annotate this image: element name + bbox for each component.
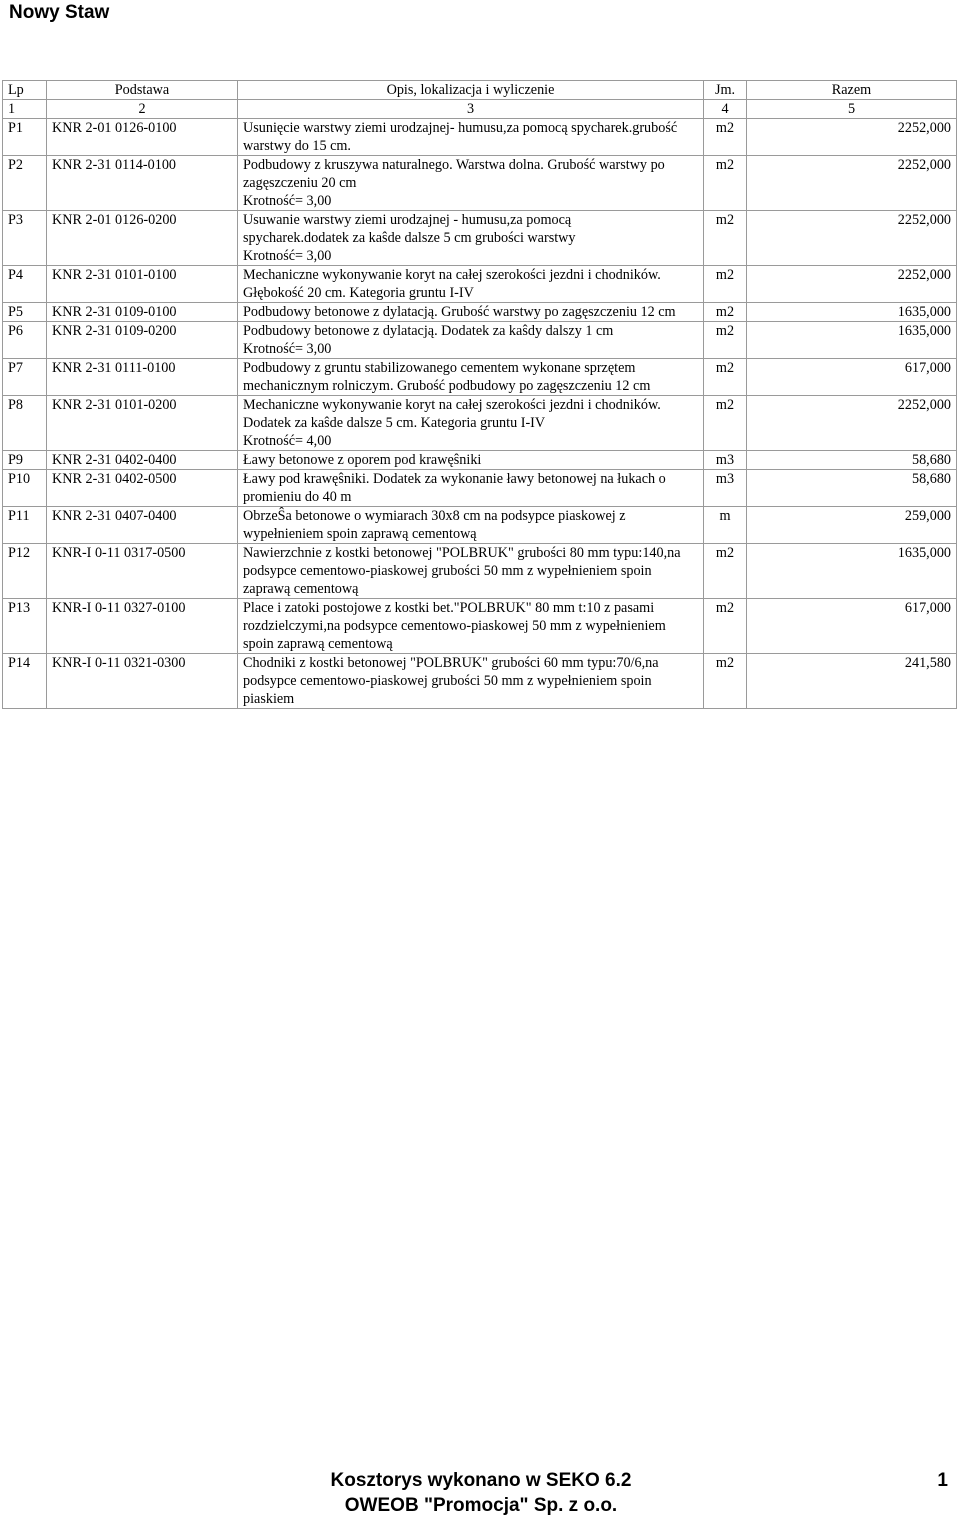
cell-opis <box>238 599 704 654</box>
cell-lp: P5 <box>3 303 47 322</box>
cell-jm: m2 <box>704 322 747 359</box>
cell-jm: m2 <box>704 266 747 303</box>
header-jm: Jm. <box>704 81 747 100</box>
cell-razem: 259,000 <box>747 507 957 544</box>
opis-line: Głębokość 20 cm. Kategoria gruntu I-IV <box>243 285 474 301</box>
opis-line: Place i zatoki postojowe z kostki bet."POLBRUK" 80 mm t:10 z pasami <box>243 600 655 616</box>
cell-jm: m2 <box>704 303 747 322</box>
opis-line: promieniu do 40 m <box>243 489 352 505</box>
cell-lp: P4 <box>3 266 47 303</box>
cell-opis <box>238 156 704 211</box>
cell-opis <box>238 211 704 266</box>
opis-line: podsypce cementowo-piaskowej grubości 50 mm z wypełnieniem spoin <box>243 673 652 689</box>
cell-opis <box>238 396 704 451</box>
table-row <box>3 322 957 359</box>
cell-podstawa: KNR 2-01 0126-0200 <box>47 211 238 266</box>
table-row <box>3 119 957 156</box>
opis-line: Krotność= 3,00 <box>243 248 332 264</box>
cell-razem: 617,000 <box>747 359 957 396</box>
cell-podstawa: KNR 2-31 0402-0400 <box>47 451 238 470</box>
opis-line: spoin zaprawą cementową <box>243 636 393 652</box>
cell-lp: P3 <box>3 211 47 266</box>
cell-jm: m <box>704 507 747 544</box>
cell-opis <box>238 451 704 470</box>
opis-line: Podbudowy betonowe z dylatacją. Grubość warstwy po zagęszczeniu 12 cm <box>243 304 676 320</box>
cell-razem: 1635,000 <box>747 544 957 599</box>
cell-razem: 58,680 <box>747 470 957 507</box>
opis-line: Nawierzchnie z kostki betonowej "POLBRUK" grubości 80 mm typu:140,na <box>243 545 681 561</box>
cell-opis <box>238 507 704 544</box>
cell-lp: P14 <box>3 654 47 709</box>
cell-razem: 1635,000 <box>747 322 957 359</box>
cell-jm: m2 <box>704 544 747 599</box>
opis-line: spycharek.dodatek za kaŝde dalsze 5 cm grubości warstwy <box>243 230 576 246</box>
opis-line: Ławy betonowe z oporem pod krawęŝniki <box>243 452 482 468</box>
column-number-row <box>3 100 957 119</box>
cell-podstawa: KNR 2-31 0109-0200 <box>47 322 238 359</box>
cell-lp: P10 <box>3 470 47 507</box>
table-row <box>3 359 957 396</box>
opis-line: Chodniki z kostki betonowej "POLBRUK" grubości 60 mm typu:70/6,na <box>243 655 659 671</box>
table-row <box>3 451 957 470</box>
cell-jm: m2 <box>704 156 747 211</box>
cell-lp: P9 <box>3 451 47 470</box>
cell-razem: 2252,000 <box>747 156 957 211</box>
cell-lp: P13 <box>3 599 47 654</box>
cell-lp: P11 <box>3 507 47 544</box>
column-number: 1 <box>3 100 47 119</box>
cell-opis <box>238 303 704 322</box>
column-number: 4 <box>704 100 747 119</box>
header-razem: Razem <box>747 81 957 100</box>
cost-estimate-table <box>2 80 957 709</box>
table-row <box>3 507 957 544</box>
opis-line: Podbudowy betonowe z dylatacją. Dodatek za kaŝdy dalszy 1 cm <box>243 323 614 339</box>
cell-opis <box>238 266 704 303</box>
cell-podstawa: KNR 2-31 0109-0100 <box>47 303 238 322</box>
cell-podstawa: KNR 2-31 0111-0100 <box>47 359 238 396</box>
cell-opis <box>238 322 704 359</box>
cell-podstawa: KNR 2-31 0407-0400 <box>47 507 238 544</box>
table-row <box>3 303 957 322</box>
page-number: 1 <box>937 1470 948 1491</box>
cell-jm: m3 <box>704 470 747 507</box>
cell-razem: 2252,000 <box>747 396 957 451</box>
opis-line: rozdzielczymi,na podsypce cementowo-piaskowej 50 mm z wypełnieniem <box>243 618 666 634</box>
header-lp: Lp <box>3 81 47 100</box>
cell-razem: 2252,000 <box>747 119 957 156</box>
cell-podstawa: KNR-I 0-11 0317-0500 <box>47 544 238 599</box>
cell-jm: m2 <box>704 359 747 396</box>
table-body <box>3 119 957 709</box>
cell-podstawa: KNR 2-01 0126-0100 <box>47 119 238 156</box>
header-opis: Opis, lokalizacja i wyliczenie <box>238 81 704 100</box>
cell-opis <box>238 359 704 396</box>
cell-jm: m3 <box>704 451 747 470</box>
opis-line: wypełnieniem spoin zaprawą cementową <box>243 526 477 542</box>
table-row <box>3 211 957 266</box>
table-row <box>3 544 957 599</box>
cell-lp: P2 <box>3 156 47 211</box>
cell-podstawa: KNR 2-31 0114-0100 <box>47 156 238 211</box>
cell-lp: P1 <box>3 119 47 156</box>
opis-line: podsypce cementowo-piaskowej grubości 50 mm z wypełnieniem spoin <box>243 563 652 579</box>
cell-opis <box>238 119 704 156</box>
header-podstawa: Podstawa <box>47 81 238 100</box>
opis-line: Podbudowy z kruszywa naturalnego. Warstwa dolna. Grubość warstwy po <box>243 157 665 173</box>
column-number: 3 <box>238 100 704 119</box>
opis-line: Usunięcie warstwy ziemi urodzajnej- humusu,za pomocą spycharek.grubość <box>243 120 678 136</box>
cell-lp: P8 <box>3 396 47 451</box>
cell-podstawa: KNR-I 0-11 0327-0100 <box>47 599 238 654</box>
table-row <box>3 156 957 211</box>
footer-software: Kosztorys wykonano w SEKO 6.2 <box>330 1470 632 1491</box>
table-header-row <box>3 81 957 100</box>
cell-lp: P12 <box>3 544 47 599</box>
cell-opis <box>238 544 704 599</box>
table-row <box>3 266 957 303</box>
cell-razem: 241,580 <box>747 654 957 709</box>
cell-razem: 2252,000 <box>747 266 957 303</box>
cell-podstawa: KNR 2-31 0101-0200 <box>47 396 238 451</box>
opis-line: piaskiem <box>243 691 295 707</box>
cell-jm: m2 <box>704 396 747 451</box>
cell-podstawa: KNR 2-31 0402-0500 <box>47 470 238 507</box>
cell-lp: P7 <box>3 359 47 396</box>
opis-line: Mechaniczne wykonywanie koryt na całej szerokości jezdni i chodników. <box>243 397 661 413</box>
column-number: 2 <box>47 100 238 119</box>
cell-jm: m2 <box>704 654 747 709</box>
cell-lp: P6 <box>3 322 47 359</box>
footer-company: OWEOB "Promocja" Sp. z o.o. <box>344 1495 618 1516</box>
cell-razem: 2252,000 <box>747 211 957 266</box>
opis-line: warstwy do 15 cm. <box>243 138 351 154</box>
opis-line: zaprawą cementową <box>243 581 359 597</box>
cell-podstawa: KNR-I 0-11 0321-0300 <box>47 654 238 709</box>
document-title: Nowy Staw <box>9 2 110 23</box>
table-row <box>3 396 957 451</box>
table-row <box>3 470 957 507</box>
opis-line: Usuwanie warstwy ziemi urodzajnej - humusu,za pomocą <box>243 212 572 228</box>
table-row <box>3 599 957 654</box>
table-row <box>3 654 957 709</box>
opis-line: ObrzeŜa betonowe o wymiarach 30x8 cm na podsypce piaskowej z <box>243 508 626 524</box>
opis-line: Podbudowy z gruntu stabilizowanego cementem wykonane sprzętem <box>243 360 636 376</box>
opis-line: Krotność= 3,00 <box>243 193 332 209</box>
opis-line: Dodatek za kaŝde dalsze 5 cm. Kategoria gruntu I-IV <box>243 415 546 431</box>
cell-razem: 617,000 <box>747 599 957 654</box>
column-number: 5 <box>747 100 957 119</box>
cell-razem: 58,680 <box>747 451 957 470</box>
opis-line: zagęszczeniu 20 cm <box>243 175 357 191</box>
opis-line: Krotność= 3,00 <box>243 341 332 357</box>
opis-line: Ławy pod krawęŝniki. Dodatek za wykonanie ławy betonowej na łukach o <box>243 471 666 487</box>
opis-line: mechanicznym rolniczym. Grubość podbudowy po zagęszczeniu 12 cm <box>243 378 651 394</box>
opis-line: Krotność= 4,00 <box>243 433 332 449</box>
cell-podstawa: KNR 2-31 0101-0100 <box>47 266 238 303</box>
cell-razem: 1635,000 <box>747 303 957 322</box>
cell-jm: m2 <box>704 211 747 266</box>
cell-jm: m2 <box>704 119 747 156</box>
cell-opis <box>238 470 704 507</box>
cell-jm: m2 <box>704 599 747 654</box>
opis-line: Mechaniczne wykonywanie koryt na całej szerokości jezdni i chodników. <box>243 267 661 283</box>
cell-opis <box>238 654 704 709</box>
